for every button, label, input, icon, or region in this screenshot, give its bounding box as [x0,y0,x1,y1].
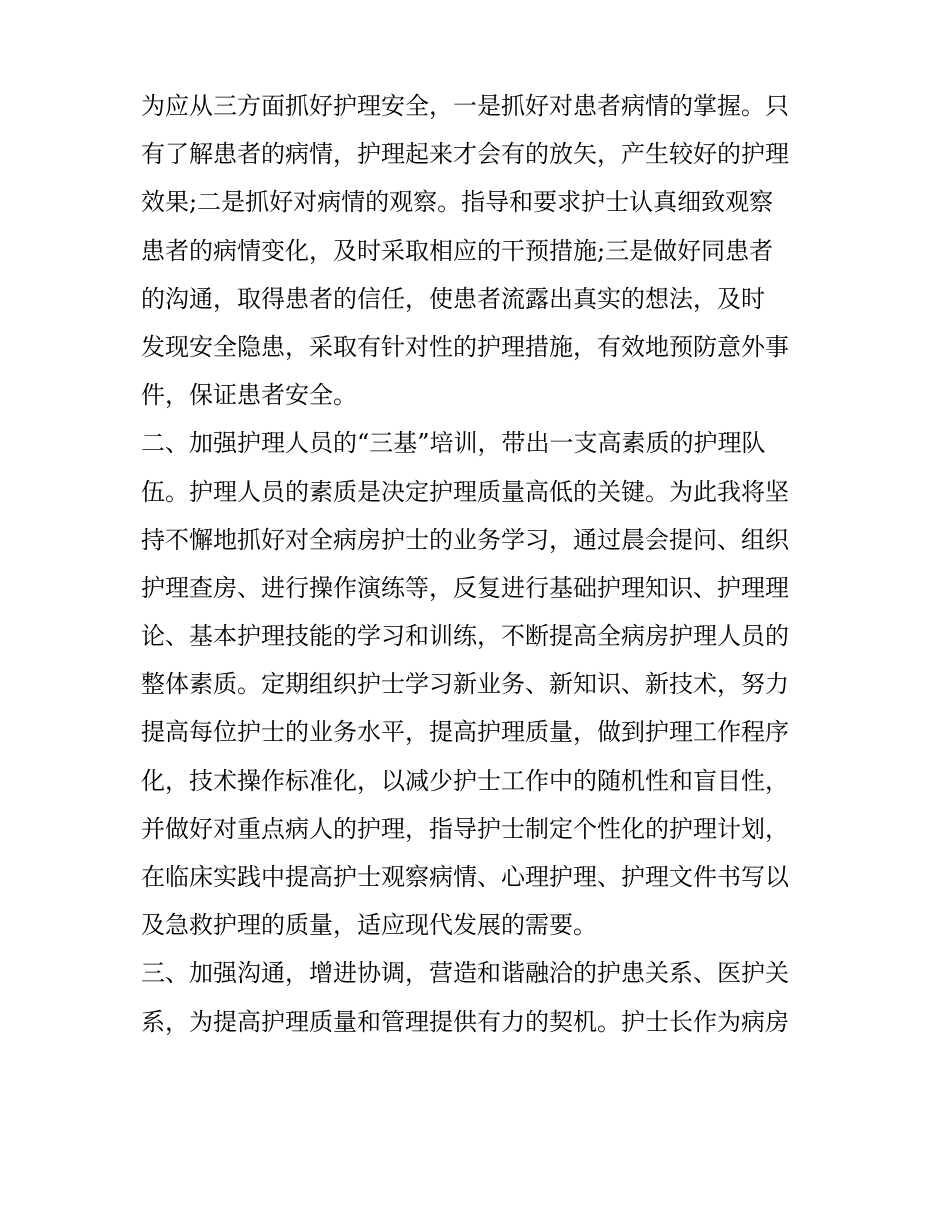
text-line: 患者的病情变化，及时采取相应的干预措施;三是做好同患者 [141,236,774,265]
text-line: 整体素质。定期组织护士学习新业务、新知识、新技术，努力 [141,670,789,699]
text-line: 伍。护理人员的素质是决定护理质量高低的关键。为此我将坚 [141,477,789,506]
text-line: 有了解患者的病情，护理起来才会有的放矢，产生较好的护理 [141,140,789,169]
text-line: 提高每位护士的业务水平，提高护理质量，做到护理工作程序 [141,718,789,747]
text-line: 护理查房、进行操作演练等，反复进行基础护理知识、护理理 [141,573,789,602]
text-line: 并做好对重点病人的护理，指导护士制定个性化的护理计划， [141,814,789,843]
text-line: 在临床实践中提高护士观察病情、心理护理、护理文件书写以 [141,863,789,891]
body-text [141,82,821,1046]
text-line: 化，技术操作标准化，以减少护士工作中的随机性和盲目性， [141,766,789,795]
text-line: 件，保证患者安全。 [141,381,357,410]
text-line: 效果;二是抓好对病情的观察。指导和要求护士认真细致观察 [141,188,774,217]
text-line: 为应从三方面抓好护理安全，一是抓好对患者病情的掌握。只 [141,92,789,120]
text-line: 二、加强护理人员的“三基”培训，带出一支高素质的护理队 [141,429,766,458]
text-line: 系，为提高护理质量和管理提供有力的契机。护士长作为病房 [141,1007,789,1036]
text-line: 三、加强沟通，增进协调，营造和谐融洽的护患关系、医护关 [141,959,789,988]
text-line: 及急救护理的质量，适应现代发展的需要。 [141,911,597,940]
text-line: 论、基本护理技能的学习和训练，不断提高全病房护理人员的 [141,622,789,651]
text-line: 发现安全隐患，采取有针对性的护理措施，有效地预防意外事 [141,332,789,361]
text-line: 持不懈地抓好对全病房护士的业务学习，通过晨会提问、组织 [141,525,789,554]
text-line: 的沟通，取得患者的信任，使患者流露出真实的想法，及时 [141,284,765,313]
